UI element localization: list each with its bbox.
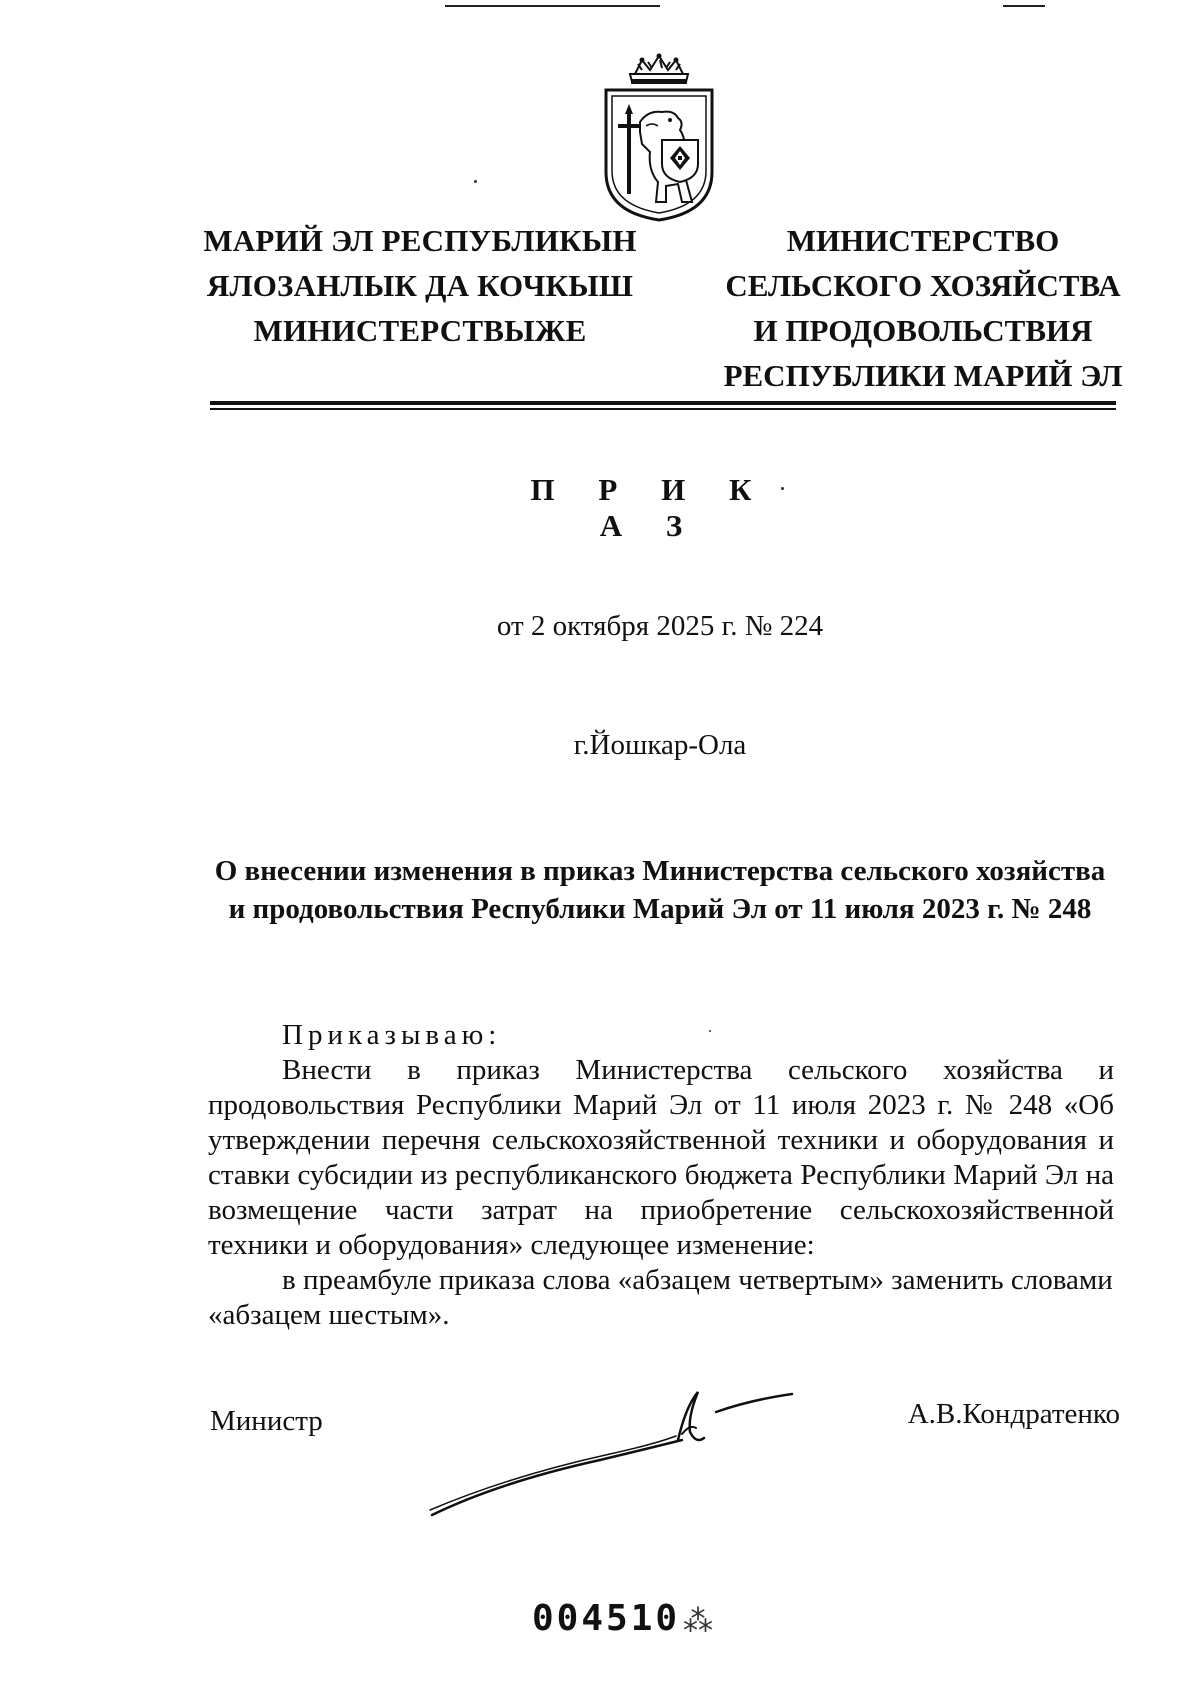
signatory-role: Министр (210, 1405, 323, 1437)
header-left-line: МИНИСТЕРСТВЫЖЕ (253, 313, 587, 348)
body-paragraph: в преамбуле приказа слова «абзацем четвертым» заменить словами «абзацем шестым». (208, 1264, 1113, 1331)
serial-mark-icon: ⁂ (683, 1604, 713, 1639)
scan-speck (474, 180, 477, 183)
header-right-line: И ПРОДОВОЛЬСТВИЯ (753, 313, 1093, 348)
coat-of-arms-icon (600, 52, 718, 222)
header-left-block (190, 218, 650, 353)
header-divider-thick (210, 401, 1116, 405)
header-left-line: ЯЛОЗАНЛЫК ДА КОЧКЫШ (206, 268, 634, 303)
document-serial-number: 004510 (532, 1598, 681, 1639)
scan-artifact-line (445, 5, 660, 7)
document-body (208, 1018, 1114, 1333)
header-right-line: РЕСПУБЛИКИ МАРИЙ ЭЛ (723, 358, 1123, 393)
document-subject (200, 852, 1120, 928)
subject-line: О внесении изменения в приказ Министерства сельского хозяйства (214, 855, 1106, 887)
scan-artifact-line (1003, 5, 1045, 7)
header-right-line: МИНИСТЕРСТВО (786, 223, 1060, 258)
document-type-title: П Р И К А З (530, 472, 770, 543)
subject-line: и продовольствия Республики Марий Эл от 11 июля 2023 г. № 248 (228, 893, 1092, 925)
document-date-number: от 2 октября 2025 г. № 224 (496, 610, 824, 642)
header-right-block (718, 218, 1128, 398)
header-divider-thin (210, 408, 1116, 410)
header-right-line: СЕЛЬСКОГО ХОЗЯЙСТВА (725, 268, 1121, 303)
handwritten-signature (420, 1380, 800, 1520)
header-left-line: МАРИЙ ЭЛ РЕСПУБЛИКЫН (203, 223, 637, 258)
body-paragraph: Внести в приказ Министерства сельского хозяйства и продовольствия Республики Марий Эл от 11 июля 2023 г. № 248 «Об утверждении перечня сельскохозяйственной техники и оборудования и ставки субсидии из республиканского бюджета Республики Марий Эл на возмещение части затрат на приобретение сельскохозяйственной техники и оборудования» следующее изменение: (208, 1054, 1114, 1261)
order-word: Приказываю: (282, 1019, 502, 1051)
signatory-name: А.В.Кондратенко (907, 1398, 1120, 1430)
document-city: г.Йошкар-Ола (573, 729, 747, 761)
